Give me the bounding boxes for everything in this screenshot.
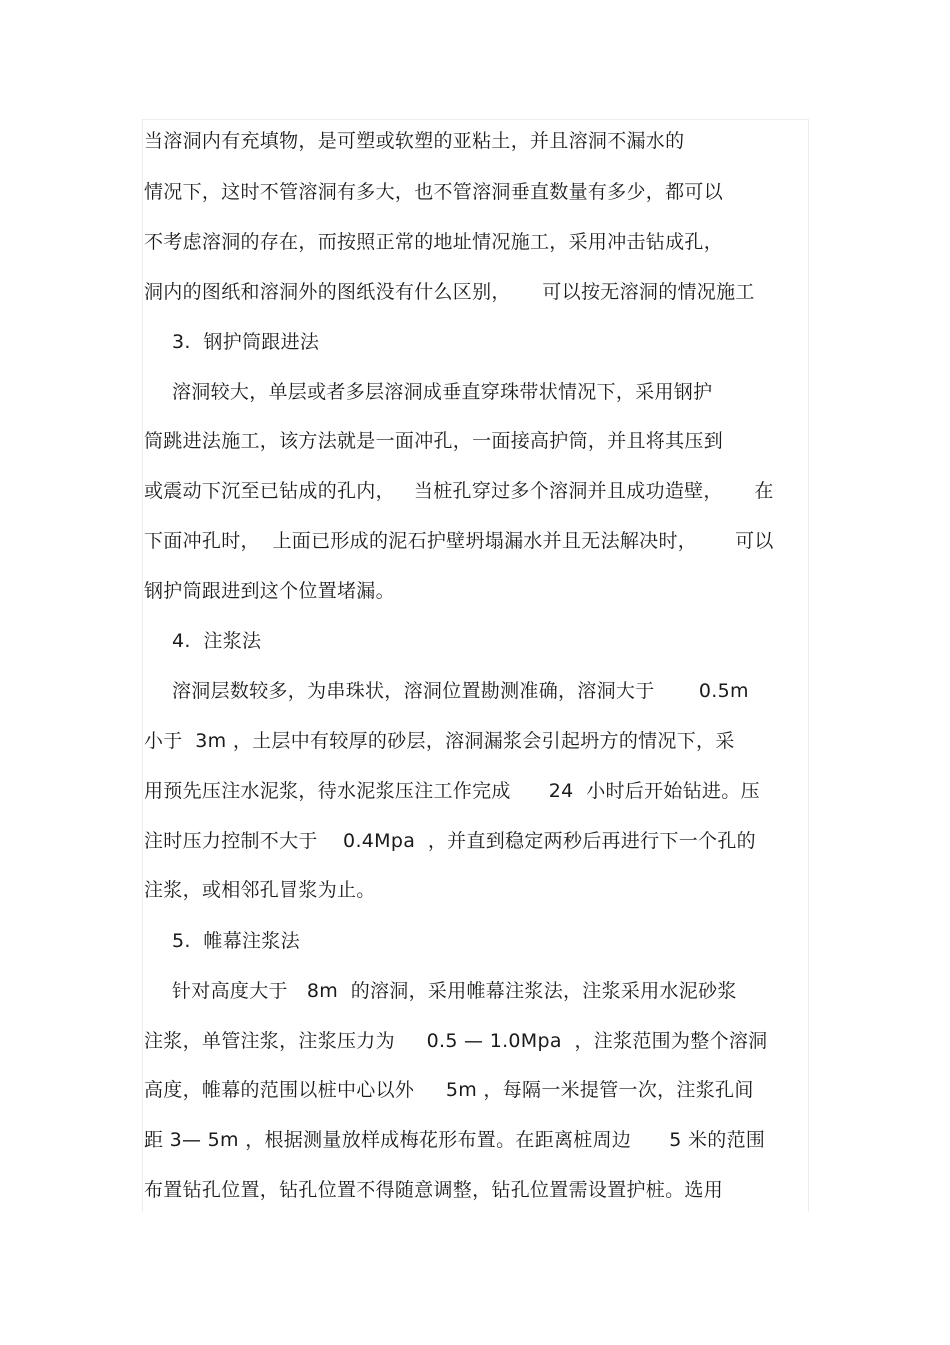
text-line: 注浆，或相邻孔冒浆为止。	[144, 879, 376, 901]
text-line: 距 3— 5m ，根据测量放样成梅花形布置。在距离桩周边 5 米的范围	[144, 1129, 766, 1151]
section-heading: 3. 钢护筒跟进法	[172, 331, 320, 353]
text-line: 小于 3m ，土层中有较厚的砂层，溶洞漏浆会引起坍方的情况下，采	[144, 730, 735, 752]
text-line: 注浆，单管注浆，注浆压力为 0.5 — 1.0Mpa ，注浆范围为整个溶洞	[144, 1030, 768, 1052]
text-line: 钢护筒跟进到这个位置堵漏。	[144, 580, 395, 602]
text-line: 用预先压注水泥浆，待水泥浆压注工作完成 24 小时后开始钻进。压	[144, 780, 760, 802]
text-line: 高度，帷幕的范围以桩中心以外 5m ，每隔一米提管一次，注浆孔间	[144, 1079, 754, 1101]
text-line: 情况下，这时不管溶洞有多大，也不管溶洞垂直数量有多少，都可以	[144, 181, 724, 203]
text-line: 针对高度大于 8m 的溶洞，采用帷幕注浆法，注浆采用水泥砂浆	[172, 980, 737, 1002]
section-heading: 4. 注浆法	[172, 630, 262, 652]
section-heading: 5. 帷幕注浆法	[172, 930, 300, 952]
text-line: 筒跳进法施工，该方法就是一面冲孔，一面接高护筒，并且将其压到	[144, 430, 724, 452]
text-line: 溶洞较大，单层或者多层溶洞成垂直穿珠带状情况下，采用钢护	[172, 381, 713, 403]
text-line: 溶洞层数较多，为串珠状，溶洞位置勘测准确，溶洞大于 0.5m	[172, 680, 749, 702]
text-line: 布置钻孔位置，钻孔位置不得随意调整，钻孔位置需设置护桩。选用	[144, 1179, 724, 1201]
text-line: 不考虑溶洞的存在，而按照正常的地址情况施工，采用冲击钻成孔，	[144, 231, 724, 253]
text-line: 下面冲孔时， 上面已形成的泥石护壁坍塌漏水并且无法解决时， 可以	[144, 530, 774, 552]
text-line: 注时压力控制不大于 0.4Mpa ，并直到稳定两秒后再进行下一个孔的	[144, 830, 756, 852]
text-line: 当溶洞内有充填物，是可塑或软塑的亚粘土，并且溶洞不漏水的	[144, 130, 685, 152]
text-line: 洞内的图纸和溶洞外的图纸没有什么区别， 可以按无溶洞的情况施工	[144, 281, 755, 303]
text-line: 或震动下沉至已钻成的孔内， 当桩孔穿过多个溶洞并且成功造壁， 在	[144, 480, 774, 502]
